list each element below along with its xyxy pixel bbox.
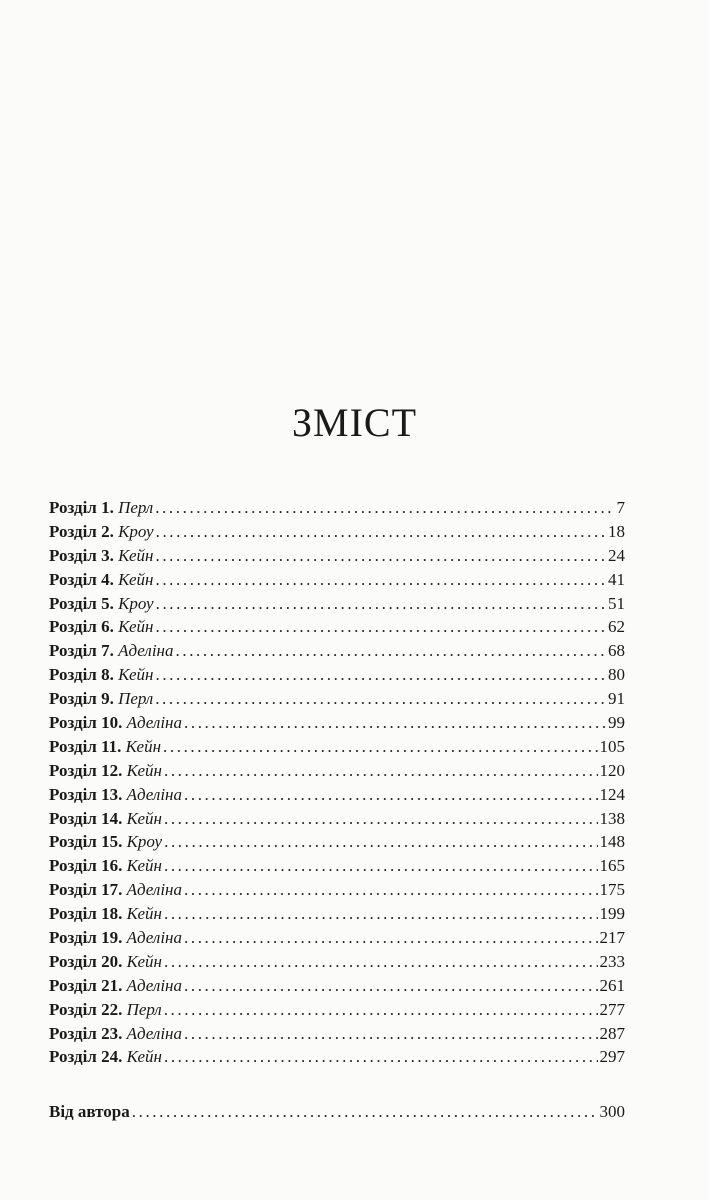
- toc-separator: .: [118, 1047, 127, 1067]
- toc-chapter-number: Розділ 15: [49, 832, 119, 852]
- toc-chapter-name: Кейн: [118, 665, 154, 685]
- toc-entry-label: [49, 592, 154, 616]
- toc-chapter-name: Перл: [118, 498, 154, 517]
- toc-entry-label: [49, 711, 182, 735]
- toc-entry[interactable]: [49, 663, 625, 687]
- toc-separator: .: [109, 641, 119, 661]
- toc-page-number: 24: [608, 545, 625, 565]
- toc-separator: .: [109, 498, 119, 517]
- toc-leader-dots: [164, 950, 598, 974]
- toc-entry[interactable]: [49, 496, 625, 520]
- toc-leader-dots: [155, 544, 606, 568]
- toc-separator: .: [118, 1023, 127, 1043]
- toc-entry[interactable]: [49, 615, 625, 639]
- toc-page-number: 300: [599, 1102, 625, 1121]
- toc-chapter-name: Перл: [118, 689, 154, 709]
- toc-chapter-name: Кроу: [118, 521, 154, 541]
- toc-entry-label: [49, 830, 162, 854]
- toc-entry-label: [49, 735, 161, 759]
- toc-leader-dots: [164, 830, 597, 854]
- toc-entry[interactable]: [49, 783, 625, 807]
- toc-entry[interactable]: [49, 902, 625, 926]
- toc-entry[interactable]: [49, 759, 625, 783]
- toc-page-number: 105: [599, 736, 625, 756]
- toc-page-number: 165: [599, 856, 625, 876]
- toc-leader-dots: [155, 663, 606, 687]
- toc-entry-label: [49, 998, 162, 1022]
- toc-chapter-number: Розділ 21: [49, 975, 119, 995]
- toc-leader-dots: [156, 592, 606, 616]
- toc-entry-label: [49, 854, 162, 878]
- table-of-contents: [49, 496, 625, 1069]
- toc-entry-label: Від автора: [49, 1102, 130, 1121]
- toc-chapter-name: Аделіна: [126, 1023, 182, 1043]
- toc-separator: .: [118, 832, 127, 852]
- toc-chapter-name: Кейн: [126, 951, 162, 971]
- toc-leader-dots: [155, 496, 614, 520]
- toc-chapter-number: Розділ 16: [49, 856, 119, 876]
- toc-chapter-number: Розділ 19: [49, 928, 119, 948]
- toc-page-number: 68: [608, 641, 625, 661]
- toc-chapter-name: Кейн: [126, 856, 162, 876]
- toc-chapter-number: Розділ 18: [49, 904, 119, 924]
- toc-separator: .: [109, 665, 119, 685]
- toc-leader-dots: [163, 735, 597, 759]
- toc-entry-label: [49, 520, 154, 544]
- toc-entry-label: [49, 687, 153, 711]
- toc-entry[interactable]: [49, 711, 625, 735]
- toc-entry-label: [49, 1045, 162, 1069]
- toc-entry[interactable]: [49, 568, 625, 592]
- toc-leader-dots: [164, 759, 598, 783]
- toc-chapter-number: Розділ 20: [49, 951, 119, 971]
- toc-entry-label: [49, 950, 162, 974]
- toc-chapter-name: Кейн: [126, 1047, 162, 1067]
- toc-entry-label: [49, 615, 153, 639]
- toc-separator: .: [118, 784, 127, 804]
- toc-entry-label: [49, 544, 153, 568]
- toc-leader-dots: [184, 711, 606, 735]
- toc-separator: .: [118, 999, 127, 1019]
- toc-chapter-name: Кейн: [118, 617, 154, 637]
- toc-chapter-number: Розділ 9: [49, 689, 110, 709]
- toc-separator: .: [118, 880, 127, 900]
- toc-separator: .: [109, 689, 119, 709]
- toc-page-number: 138: [599, 808, 625, 828]
- toc-entry[interactable]: [49, 950, 625, 974]
- toc-chapter-number: Розділ 14: [49, 808, 119, 828]
- toc-entry-label: [49, 902, 162, 926]
- toc-chapter-name: Кейн: [118, 545, 154, 565]
- toc-leader-dots: [184, 1022, 598, 1046]
- toc-page-number: 233: [599, 951, 625, 971]
- toc-chapter-name: Кейн: [118, 569, 154, 589]
- toc-separator: .: [118, 904, 127, 924]
- toc-entry[interactable]: [49, 735, 625, 759]
- toc-chapter-name: Аделіна: [126, 713, 182, 733]
- toc-leader-dots: [156, 520, 606, 544]
- toc-chapter-name: Кейн: [126, 760, 162, 780]
- toc-chapter-number: Розділ 23: [49, 1023, 119, 1043]
- toc-chapter-number: Розділ 1: [49, 498, 110, 517]
- toc-entry-label: [49, 1022, 182, 1046]
- toc-entry-label: [49, 759, 162, 783]
- toc-leader-dots: [184, 974, 598, 998]
- toc-entry[interactable]: [49, 926, 625, 950]
- toc-chapter-number: Розділ 11: [49, 736, 118, 756]
- toc-leader-dots: [155, 568, 606, 592]
- toc-entry[interactable]: [49, 807, 625, 831]
- toc-separator: .: [109, 617, 119, 637]
- toc-entry-label: [49, 568, 153, 592]
- toc-page-number: 124: [599, 784, 625, 804]
- toc-leader-dots: [164, 998, 598, 1022]
- toc-chapter-name: Аделіна: [126, 784, 182, 804]
- toc-page-number: 120: [599, 760, 625, 780]
- toc-entry[interactable]: [49, 998, 625, 1022]
- toc-entry[interactable]: [49, 854, 625, 878]
- toc-entry[interactable]: [49, 1022, 625, 1046]
- toc-chapter-name: Кейн: [126, 904, 162, 924]
- toc-chapter-number: Розділ 4: [49, 569, 110, 589]
- toc-leader-dots: [164, 807, 598, 831]
- toc-entry-label: [49, 639, 174, 663]
- toc-page-number: 287: [599, 1023, 625, 1043]
- toc-entry[interactable]: [49, 520, 625, 544]
- toc-separator: .: [118, 928, 127, 948]
- toc-page-number: 175: [599, 880, 625, 900]
- toc-page-number: 261: [599, 975, 625, 995]
- toc-chapter-number: Розділ 12: [49, 760, 119, 780]
- toc-page-number: 41: [608, 569, 625, 589]
- toc-entry[interactable]: [49, 974, 625, 998]
- toc-separator: .: [118, 808, 127, 828]
- toc-entry[interactable]: [49, 639, 625, 663]
- toc-entry[interactable]: [49, 544, 625, 568]
- toc-leader-dots: [184, 878, 598, 902]
- toc-chapter-name: Кроу: [126, 832, 163, 852]
- toc-leader-dots: [155, 615, 606, 639]
- toc-leader-dots: [164, 1045, 598, 1069]
- toc-chapter-name: Аделіна: [126, 928, 182, 948]
- toc-entry[interactable]: [49, 1045, 625, 1069]
- toc-leader-dots: [184, 783, 598, 807]
- toc-page-number: 62: [608, 617, 625, 637]
- toc-entry[interactable]: [49, 687, 625, 711]
- toc-separator: .: [109, 545, 119, 565]
- toc-chapter-number: Розділ 7: [49, 641, 110, 661]
- toc-separator: .: [118, 760, 127, 780]
- toc-entry-label: [49, 783, 182, 807]
- toc-entry[interactable]: [49, 592, 625, 616]
- toc-leader-dots: [176, 639, 607, 663]
- toc-entry[interactable]: [49, 830, 625, 854]
- toc-chapter-number: Розділ 13: [49, 784, 119, 804]
- toc-entry-label: [49, 974, 182, 998]
- toc-separator: .: [118, 951, 127, 971]
- toc-page-number: 51: [608, 593, 625, 613]
- toc-entry-label: [49, 878, 182, 902]
- toc-chapter-number: Розділ 2: [49, 521, 110, 541]
- toc-chapter-name: Кроу: [118, 593, 154, 613]
- toc-page-number: 217: [599, 928, 625, 948]
- toc-separator: .: [118, 975, 127, 995]
- toc-entry-label: [49, 807, 162, 831]
- toc-separator: .: [118, 856, 127, 876]
- toc-page-number: 148: [599, 832, 625, 852]
- toc-separator: .: [118, 713, 127, 733]
- toc-separator: .: [117, 736, 126, 756]
- toc-entry-author-note[interactable]: [49, 1100, 625, 1124]
- toc-entry-label: [49, 926, 182, 950]
- toc-entry[interactable]: [49, 878, 625, 902]
- toc-leader-dots: [164, 902, 598, 926]
- toc-chapter-number: Розділ 10: [49, 713, 119, 733]
- toc-chapter-name: Кейн: [126, 808, 162, 828]
- toc-chapter-number: Розділ 6: [49, 617, 110, 637]
- toc-page-number: 99: [608, 713, 625, 733]
- toc-chapter-number: Розділ 3: [49, 545, 110, 565]
- toc-chapter-number: Розділ 22: [49, 999, 119, 1019]
- toc-chapter-number: Розділ 17: [49, 880, 119, 900]
- toc-chapter-name: Перл: [126, 999, 162, 1019]
- toc-leader-dots: [132, 1100, 598, 1124]
- toc-separator: .: [109, 569, 119, 589]
- toc-chapter-name: Аделіна: [126, 975, 182, 995]
- toc-page-number: 199: [599, 904, 625, 924]
- toc-chapter-number: Розділ 8: [49, 665, 110, 685]
- toc-chapter-number: Розділ 5: [49, 593, 110, 613]
- page-title: ЗМІСТ: [291, 400, 418, 445]
- toc-chapter-name: Кейн: [125, 736, 162, 756]
- toc-entry-label: [49, 663, 153, 687]
- toc-separator: .: [109, 521, 119, 541]
- toc-page-number: 297: [599, 1047, 625, 1067]
- toc-page-number: 277: [599, 999, 625, 1019]
- toc-separator: .: [109, 593, 119, 613]
- toc-chapter-number: Розділ 24: [49, 1047, 119, 1067]
- toc-entry-label: [49, 496, 153, 520]
- toc-leader-dots: [164, 854, 598, 878]
- toc-page-number: 80: [608, 665, 625, 685]
- toc-page-number: 7: [616, 498, 625, 517]
- toc-chapter-name: Аделіна: [118, 641, 174, 661]
- toc-page-number: 18: [608, 521, 625, 541]
- toc-leader-dots: [155, 687, 606, 711]
- toc-chapter-name: Аделіна: [126, 880, 182, 900]
- toc-leader-dots: [184, 926, 598, 950]
- toc-page-number: 91: [608, 689, 625, 709]
